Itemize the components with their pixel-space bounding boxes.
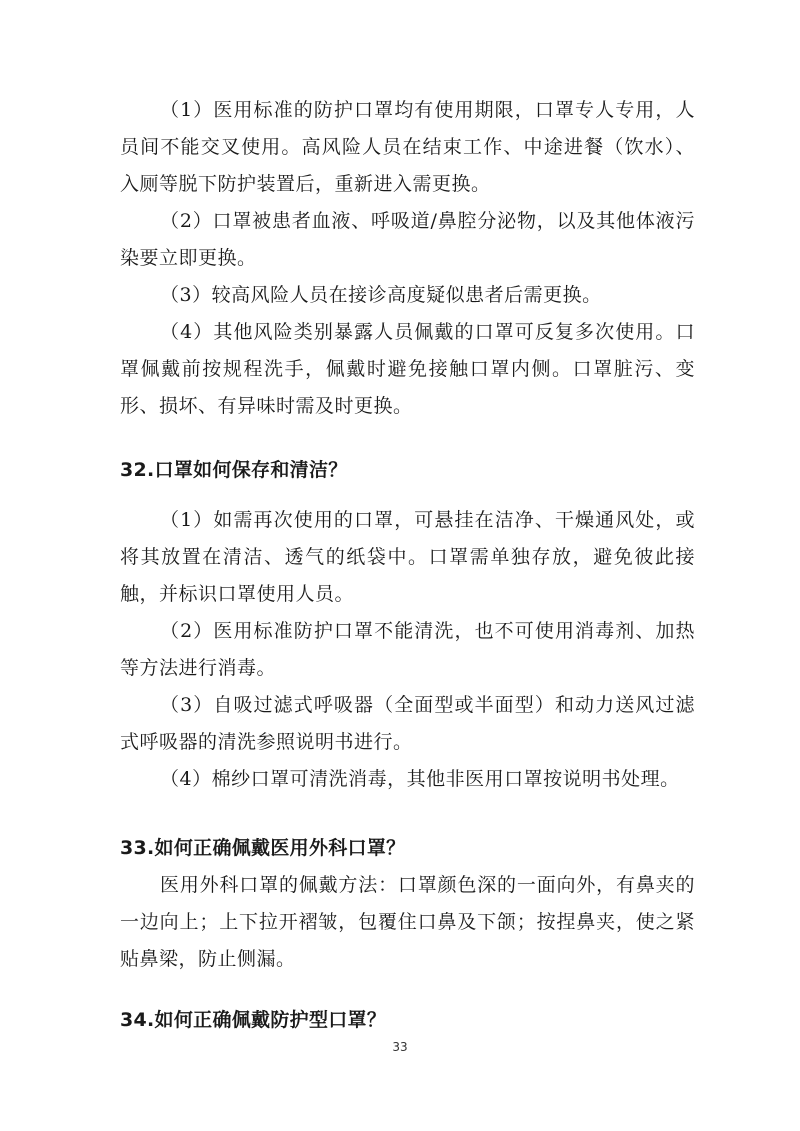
paragraph-32-2: （2）医用标准防护口罩不能清洗，也不可使用消毒剂、加热等方法进行消毒。 [120, 620, 695, 679]
paragraph-31-3: （3）较高风险人员在接诊高度疑似患者后需更换。 [160, 284, 602, 306]
section-heading-34: 34.如何正确佩戴防护型口罩？ [120, 1009, 387, 1031]
paragraph-32-3: （3）自吸过滤式呼吸器（全面型或半面型）和动力送风过滤式呼吸器的清洗参照说明书进行。 [120, 694, 695, 753]
section-heading-32: 32.口罩如何保存和清洁？ [120, 459, 348, 481]
paragraph-31-1: （1）医用标准的防护口罩均有使用期限，口罩专人专用，人员间不能交叉使用。高风险人员在结束工作、中途进餐（饮水）、入厕等脱下防护装置后，重新进入需更换。 [120, 99, 695, 195]
section-heading-33: 33.如何正确佩戴医用外科口罩？ [120, 837, 406, 859]
paragraph-31-2: （2）口罩被患者血液、呼吸道/鼻腔分泌物，以及其他体液污染要立即更换。 [120, 210, 695, 269]
paragraph-33-1: 医用外科口罩的佩戴方法：口罩颜色深的一面向外，有鼻夹的一边向上；上下拉开褶皱，包覆住口鼻及下颌；按捏鼻夹，使之紧贴鼻梁，防止侧漏。 [120, 874, 695, 970]
paragraph-31-4: （4）其他风险类别暴露人员佩戴的口罩可反复多次使用。口罩佩戴前按规程洗手，佩戴时避免接触口罩内侧。口罩脏污、变形、损坏、有异味时需及时更换。 [120, 321, 695, 417]
page-number: 33 [392, 1040, 408, 1054]
paragraph-32-4: （4）棉纱口罩可清洗消毒，其他非医用口罩按说明书处理。 [160, 768, 680, 790]
paragraph-32-1: （1）如需再次使用的口罩，可悬挂在洁净、干燥通风处，或将其放置在清洁、透气的纸袋中。口罩需单独存放，避免彼此接触，并标识口罩使用人员。 [120, 509, 695, 605]
